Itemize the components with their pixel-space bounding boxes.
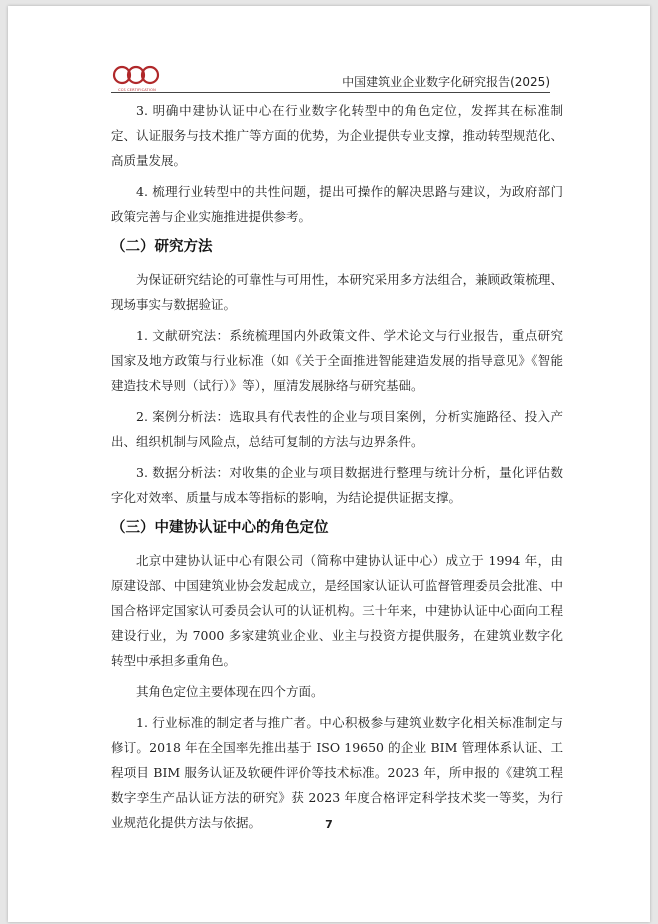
paragraph-objective-4: 4. 梳理行业转型中的共性问题，提出可操作的解决思路与建议，为政府部门政策完善与企业实施推进提供参考。 xyxy=(111,184,563,224)
header-divider xyxy=(111,92,550,93)
paragraph-data-method: 3. 数据分析法：对收集的企业与项目数据进行整理与统计分析，量化评估数字化对效率、质量与成本等指标的影响，为结论提供证据支撑。 xyxy=(111,465,563,505)
section-heading-methods: （二）研究方法 xyxy=(111,239,213,255)
paragraph-methods-intro: 为保证研究结论的可靠性与可用性，本研究采用多方法组合，兼顾政策梳理、现场事实与数据验证。 xyxy=(111,272,563,312)
section-heading-role: （三）中建协认证中心的角色定位 xyxy=(111,520,329,536)
logo-caption: CCS CERTIFICATION xyxy=(118,88,156,92)
paragraph-role-summary: 其角色定位主要体现在四个方面。 xyxy=(136,684,324,699)
paragraph-center-intro: 北京中建协认证中心有限公司（简称中建协认证中心）成立于 1994 年，由原建设部、中国建筑业协会发起成立，是经国家认证认可监督管理委员会批准、中国合格评定国家认可委员会认可的认证机构。三十年来，中建协认证中心面向工程建设行业，为 7000 多家建筑业企业、业主与投资方提供服务，在建筑业数字化转型中承担多重角色。 xyxy=(111,553,563,668)
paragraph-literature-method: 1. 文献研究法：系统梳理国内外政策文件、学术论文与行业报告，重点研究国家及地方政策与行业标准（如《关于全面推进智能建造发展的指导意见》《智能建造技术导则（试行）》等），厘清发展脉络与研究基础。 xyxy=(111,328,563,393)
document-body xyxy=(111,98,563,835)
report-header-title: 中国建筑业企业数字化研究报告(2025) xyxy=(342,75,550,89)
page-number: 7 xyxy=(325,818,333,831)
paragraph-objective-3: 3. 明确中建协认证中心在行业数字化转型中的角色定位，发挥其在标准制定、认证服务与技术推广等方面的优势，为企业提供专业支撑，推动转型规范化、高质量发展。 xyxy=(111,103,563,168)
paragraph-role-1: 1. 行业标准的制定者与推广者。中心积极参与建筑业数字化相关标准制定与修订。2018 年在全国率先推出基于 ISO 19650 的企业 BIM 管理体系认证、工程项目 BIM 服务认证及软硬件评价等技术标准。2023 年，所申报的《建筑工程数字孪生产品认证方法的研究》获 2023 年度合格评定科学技术奖一等奖，为行业规范化提供方法与依据。 xyxy=(111,715,563,830)
paragraph-case-method: 2. 案例分析法：选取具有代表性的企业与项目案例，分析实施路径、投入产出、组织机制与风险点，总结可复制的方法与边界条件。 xyxy=(111,409,563,449)
ccs-logo-icon xyxy=(112,64,160,88)
document-page xyxy=(8,6,650,922)
